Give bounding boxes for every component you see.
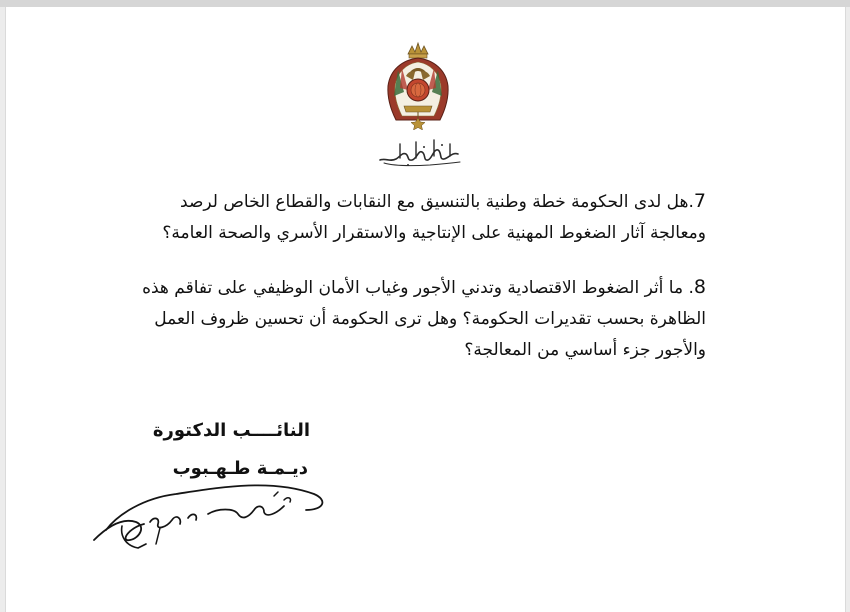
jordan-coat-of-arms-icon bbox=[382, 40, 454, 130]
question-line: الظاهرة بحسب تقديرات الحكومة؟ وهل ترى الحكومة أن تحسين ظروف العمل bbox=[154, 309, 706, 329]
question-number: 8 bbox=[693, 276, 706, 298]
question-number: 7 bbox=[693, 190, 706, 212]
question-line: ومعالجة آثار الضغوط المهنية على الإنتاجية والاستقرار الأسري والصحة العامة؟ bbox=[162, 223, 706, 243]
parliament-logotype bbox=[372, 132, 466, 170]
handwritten-signature bbox=[88, 448, 333, 558]
signatory-title: النائــــب الدكتورة bbox=[152, 420, 310, 441]
question-line: والأجور جزء أساسي من المعالجة؟ bbox=[464, 340, 706, 360]
question-line: .هل لدى الحكومة خطة وطنية بالتنسيق مع النقابات والقطاع الخاص لرصد bbox=[180, 192, 694, 212]
parliament-calligraphy-icon bbox=[372, 132, 466, 170]
signatory-name: ديـمـة طـهـبوب bbox=[172, 458, 308, 479]
top-edge-strip bbox=[0, 0, 850, 7]
questions-section bbox=[90, 186, 706, 366]
question-8 bbox=[90, 272, 706, 366]
question-7 bbox=[90, 186, 706, 249]
question-line: . ما أثر الضغوط الاقتصادية وتدني الأجور وغياب الأمان الوظيفي على تفاقم هذه bbox=[142, 278, 694, 298]
